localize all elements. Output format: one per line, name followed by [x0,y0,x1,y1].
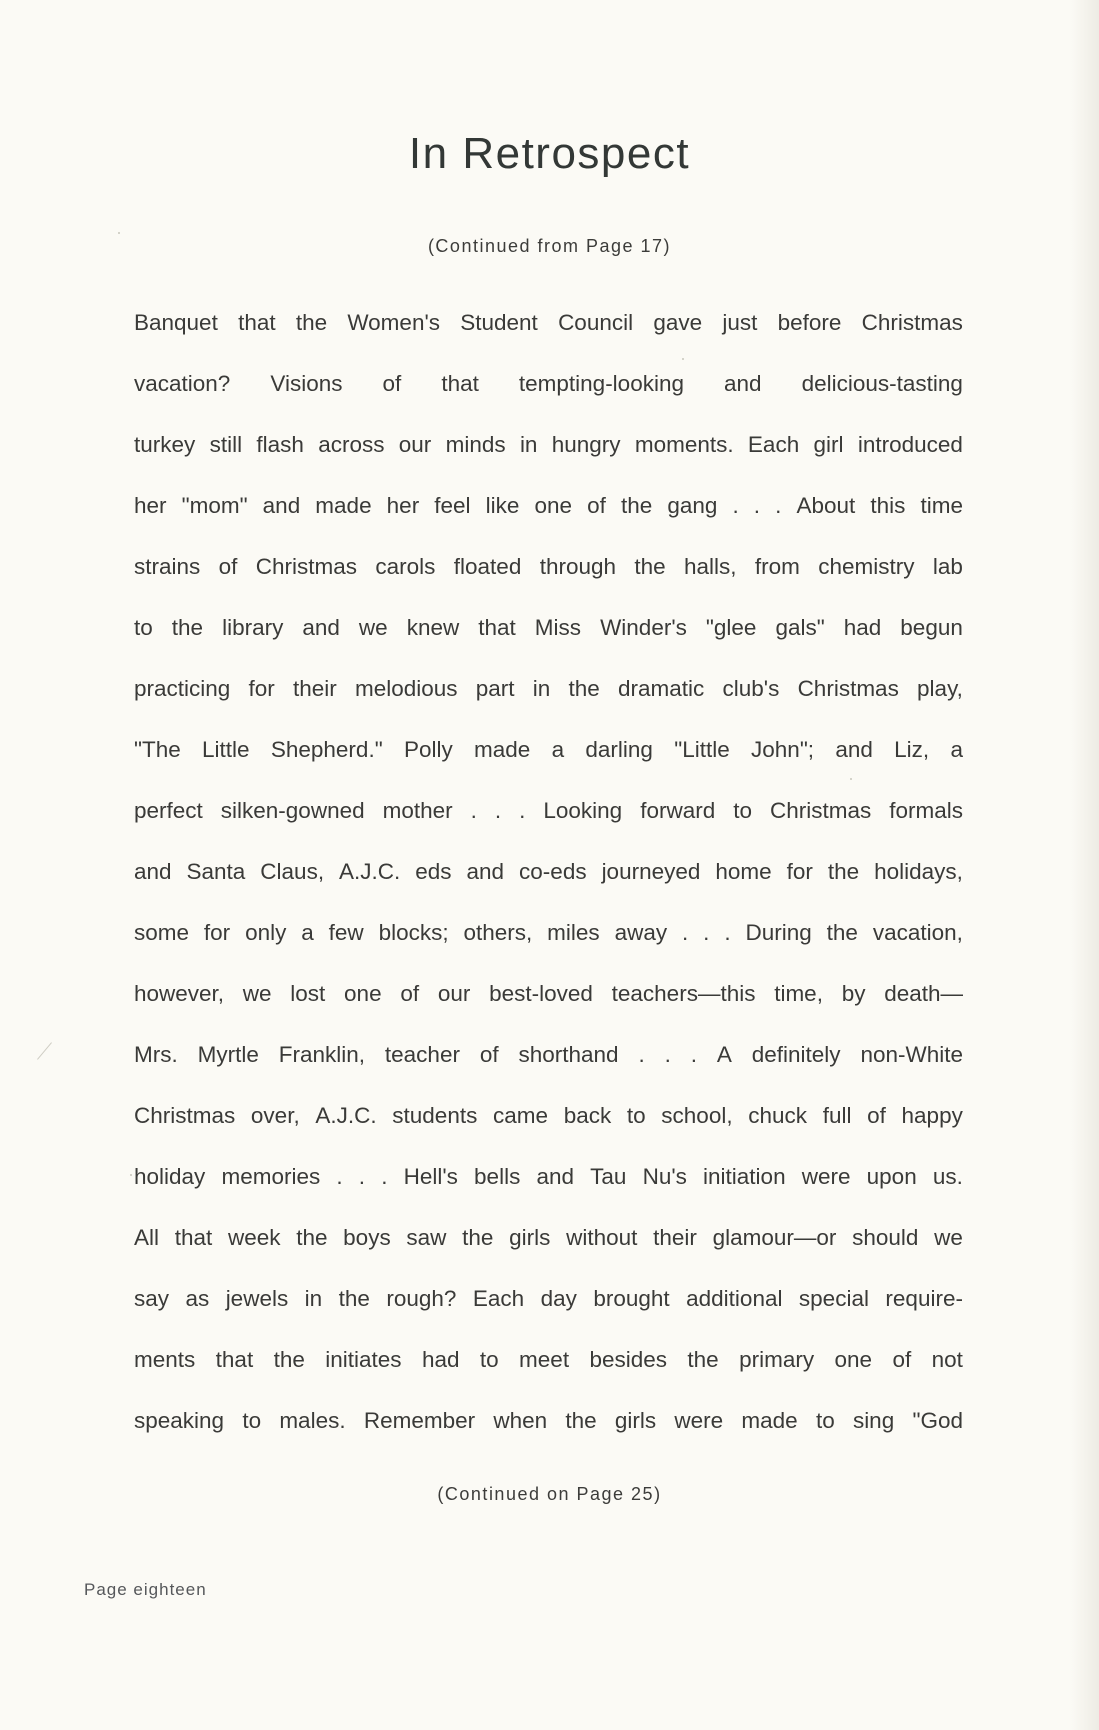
body-line [134,1096,963,1157]
body-word: forward [640,798,716,823]
body-word: ments [134,1347,196,1372]
body-word: Banquet [134,310,218,335]
body-word: of [382,371,402,396]
body-word: journeyed [601,859,701,884]
body-word: A.J.C. [315,1103,377,1128]
body-word: mother [382,798,453,823]
body-word: were [801,1164,851,1189]
body-word: still [209,432,243,457]
body-word: blocks; [378,920,449,945]
body-word: say [134,1286,170,1311]
body-word: Claus, [260,859,325,884]
body-word: meet [519,1347,570,1372]
body-word: Christmas [255,554,358,579]
body-word: the [634,554,666,579]
body-word: club's [722,676,780,701]
body-word: however, [134,981,225,1006]
body-word: as [185,1286,210,1311]
body-word: home [715,859,772,884]
body-word: made [315,493,372,518]
continued-from-note: (Continued from Page 17) [427,236,672,256]
body-word: day [540,1286,577,1311]
body-word: Christmas [769,798,872,823]
body-word: of [867,1103,886,1128]
body-word: hungry [551,432,621,457]
body-word: part [475,676,515,701]
body-word: males. [279,1408,346,1433]
body-word: initiation [703,1164,786,1189]
body-word: . [638,1042,645,1067]
body-word: to [134,615,153,640]
body-word: Tau [590,1164,627,1189]
paper-scratch [37,1042,52,1059]
body-word: . [682,920,689,945]
body-word: . [494,798,502,823]
body-word: had [843,615,882,640]
body-word: gang [667,493,718,518]
body-word: girls [509,1225,551,1250]
body-word: play, [917,676,963,701]
body-word: Christmas [797,676,899,701]
body-line [134,608,963,669]
body-word: from [754,554,800,579]
body-word: Council [558,310,634,335]
body-word: that [441,371,479,396]
body-word: "glee [705,615,757,640]
article-body [134,303,963,1462]
body-line [134,913,963,974]
body-word: strains [134,554,201,579]
body-word: time [920,493,963,518]
body-line [134,669,963,730]
body-word: . [703,920,710,945]
body-word: for [248,676,275,701]
body-word: definitely [751,1042,841,1067]
body-word: and [466,859,505,884]
body-word: in [304,1286,323,1311]
body-word: across [318,432,385,457]
body-word: "God [912,1408,963,1433]
body-line [134,1279,963,1340]
paper-speck [130,1174,132,1176]
page-edge-shadow [1071,0,1099,1730]
body-word: chuck [748,1103,808,1128]
body-line [134,1035,963,1096]
body-word: made [474,737,531,762]
body-word: one [534,493,573,518]
body-word: of [587,493,606,518]
body-word: our [398,432,432,457]
body-word: their [653,1225,697,1250]
body-word: the [620,493,653,518]
body-word: the [273,1347,305,1372]
body-word: the [568,676,600,701]
body-word: full [822,1103,852,1128]
body-word: one [344,981,382,1006]
body-word: feel [434,493,471,518]
body-word: made [741,1408,798,1433]
body-word: others, [463,920,533,945]
body-word: and [724,371,762,396]
body-word: lab [932,554,963,579]
body-word: the [295,310,328,335]
body-word: "mom" [181,493,248,518]
body-word: Miss [534,615,582,640]
body-word: darling [585,737,653,762]
body-word: vacation, [872,920,963,945]
body-word: the [462,1225,494,1250]
body-word: . [664,1042,671,1067]
body-word: . [381,1164,388,1189]
body-word: students [392,1103,478,1128]
body-word: our [437,981,471,1006]
body-word: through [539,554,617,579]
body-word: flash [256,432,304,457]
body-word: few [328,920,364,945]
body-line [134,303,963,364]
body-word: and [835,737,873,762]
body-word: Women's [347,310,441,335]
body-word: lost [290,981,326,1006]
body-word: came [493,1103,549,1128]
body-word: Winder's [600,615,687,640]
body-word: Nu's [642,1164,687,1189]
body-word: a [301,920,314,945]
body-word: like [485,493,520,518]
body-word: happy [901,1103,963,1128]
body-word: some [134,920,190,945]
body-line [134,364,963,425]
body-word: their [293,676,337,701]
body-word: co-eds [519,859,587,884]
body-word: and [302,615,340,640]
body-word: by [841,981,866,1006]
body-word: had [421,1347,460,1372]
body-word: Santa [186,859,246,884]
body-word: About [796,493,856,518]
body-line [134,730,963,791]
body-word: additional [686,1286,783,1311]
body-word: the [296,1225,328,1250]
body-word: delicious-tasting [801,371,963,396]
body-word: . [690,1042,697,1067]
body-word: Mrs. [134,1042,178,1067]
body-word: tempting-looking [518,371,684,396]
body-word: carols [375,554,436,579]
body-line [134,547,963,608]
body-word: in [519,432,538,457]
body-word: gave [653,310,703,335]
body-word: chemistry [818,554,915,579]
body-word: girl [813,432,844,457]
body-word: we [934,1225,963,1250]
body-word: primary [739,1347,815,1372]
body-word: upon [866,1164,917,1189]
body-word: Visions [270,371,343,396]
body-word: memories [221,1164,321,1189]
body-word: for [786,859,813,884]
body-word: Each [472,1286,525,1311]
body-word: that [215,1347,254,1372]
body-word: and [262,493,301,518]
body-word: . [732,493,739,518]
body-word: jewels [225,1286,289,1311]
body-word: holidays, [874,859,963,884]
body-word: . [753,493,761,518]
body-word: saw [406,1225,447,1250]
body-line [134,974,963,1035]
paper-speck [118,232,120,234]
body-word: to [626,1103,646,1128]
body-word: away [614,920,668,945]
body-word: the [565,1408,597,1433]
body-word: a [551,737,565,762]
body-word: John"; [751,737,815,762]
body-word: and [536,1164,575,1189]
body-word: to [242,1408,262,1433]
body-word: were [674,1408,724,1433]
body-word: Little [202,737,250,762]
body-word: of [892,1347,912,1372]
body-word: her [386,493,420,518]
body-line [134,486,963,547]
body-word: when [493,1408,548,1433]
body-word: the [827,859,860,884]
body-word: Polly [403,737,453,762]
body-word: week [227,1225,281,1250]
body-word: back [563,1103,612,1128]
body-word: we [358,615,388,640]
body-word: girls [614,1408,657,1433]
body-word: just [722,310,758,335]
body-word: that [478,615,516,640]
body-line [134,1340,963,1401]
body-word: begun [900,615,963,640]
body-word: over, [250,1103,300,1128]
body-word: introduced [857,432,963,457]
body-word: Franklin, [278,1042,366,1067]
body-word: to [733,798,752,823]
body-word: halls, [684,554,737,579]
body-word: shorthand [518,1042,619,1067]
body-word: "Little [674,737,730,762]
body-word: this [870,493,906,518]
body-word: non-White [860,1042,963,1067]
body-word: . [519,798,526,823]
body-word: gals" [775,615,825,640]
body-word: . [470,798,477,823]
body-word: All [134,1225,160,1250]
body-word: Student [460,310,538,335]
body-word: that [174,1225,213,1250]
body-word: miles [547,920,600,945]
page-title: In Retrospect [408,129,691,179]
body-word: . [336,1164,343,1189]
body-word: boys [343,1225,391,1250]
body-word: Myrtle [197,1042,259,1067]
body-word: formals [889,798,963,823]
body-word: in [532,676,551,701]
body-word: initiates [325,1347,402,1372]
body-word: speaking [134,1408,225,1433]
body-word: . [775,493,782,518]
body-word: and [134,859,172,884]
body-word: . [724,920,731,945]
body-word: . [358,1164,366,1189]
body-word: school, [661,1103,733,1128]
body-word: Looking [543,798,623,823]
body-word: holiday [134,1164,206,1189]
body-word: During [745,920,812,945]
body-word: Remember [363,1408,476,1433]
body-word: that [238,310,276,335]
body-word: to [479,1347,499,1372]
body-word: Christmas [134,1103,236,1128]
body-word: floated [453,554,522,579]
body-word: time, [774,981,823,1006]
body-line [134,1157,963,1218]
body-word: "The [134,737,181,762]
body-line [134,791,963,852]
body-word: knew [406,615,460,640]
body-word: brought [593,1286,670,1311]
body-word: we [242,981,272,1006]
body-line [134,425,963,486]
body-word: of [218,554,238,579]
body-word: of [400,981,420,1006]
body-word: the [687,1347,719,1372]
body-line [134,1401,963,1462]
body-word: of [479,1042,499,1067]
body-word: the [338,1286,370,1311]
body-word: besides [589,1347,668,1372]
body-word: moments. [634,432,734,457]
body-word: silken-gowned [220,798,365,823]
body-word: rough? [386,1286,457,1311]
body-word: minds [445,432,506,457]
body-word: Each [747,432,800,457]
body-word: best-loved [489,981,593,1006]
body-word: Hell's [403,1164,458,1189]
body-word: the [171,615,204,640]
body-word: teachers—this [611,981,756,1006]
body-line [134,1218,963,1279]
body-word: us. [932,1164,963,1189]
body-word: Shepherd." [270,737,383,762]
body-word: special [798,1286,869,1311]
body-word: A [716,1042,732,1067]
body-word: dramatic [618,676,705,701]
body-word: one [834,1347,873,1372]
body-word: bells [474,1164,521,1189]
body-word: a [950,737,963,762]
body-word: Liz, [894,737,930,762]
body-word: to [815,1408,835,1433]
body-word: death— [884,981,963,1006]
body-word: not [931,1347,963,1372]
body-word: the [826,920,858,945]
body-word: A.J.C. [339,859,401,884]
body-line [134,852,963,913]
continued-on-note: (Continued on Page 25) [437,1484,662,1504]
body-word: without [566,1225,638,1250]
body-word: turkey [134,432,196,457]
body-word: sing [852,1408,895,1433]
body-word: her [134,493,167,518]
body-word: for [203,920,231,945]
body-word: melodious [355,676,458,701]
body-word: require- [885,1286,963,1311]
body-word: glamour—or [712,1225,837,1250]
body-word: teacher [384,1042,460,1067]
body-word: vacation? [134,371,231,396]
body-word: eds [415,859,452,884]
body-word: library [222,615,284,640]
page-number: Page eighteen [84,1580,207,1599]
body-word: before [777,310,842,335]
body-word: practicing [134,676,231,701]
body-word: perfect [134,798,203,823]
body-word: only [245,920,287,945]
body-word: Christmas [861,310,963,335]
body-word: should [852,1225,919,1250]
